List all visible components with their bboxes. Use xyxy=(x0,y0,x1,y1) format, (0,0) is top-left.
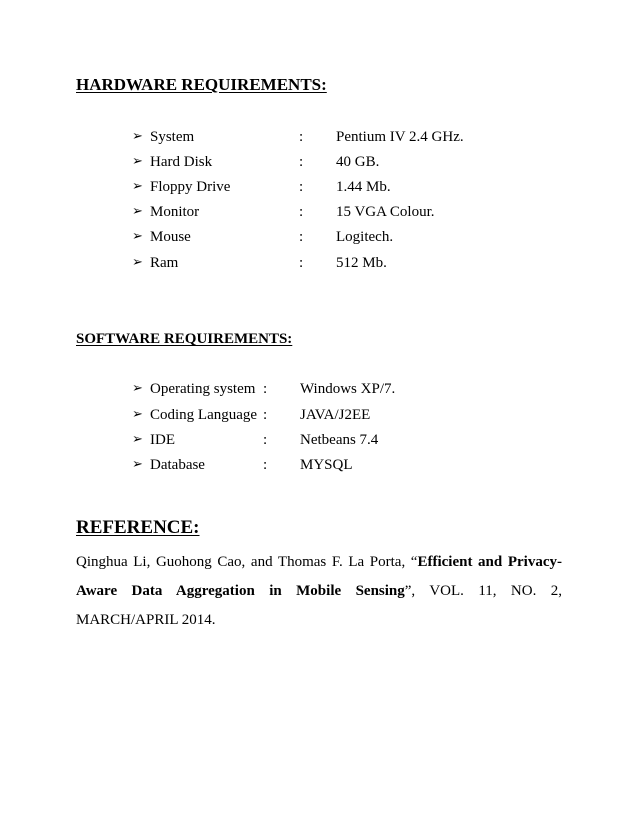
spec-value: MYSQL xyxy=(300,457,353,473)
arrow-bullet-icon: ➢ xyxy=(132,432,143,447)
reference-citation xyxy=(76,548,562,635)
spec-value: Logitech. xyxy=(336,229,394,245)
arrow-bullet-icon: ➢ xyxy=(132,154,143,169)
reference-heading: REFERENCE: xyxy=(76,517,200,538)
arrow-bullet-icon: ➢ xyxy=(132,179,143,194)
separator: : xyxy=(299,204,304,220)
spec-label: Coding Language xyxy=(150,407,258,423)
arrow-bullet-icon: ➢ xyxy=(132,381,143,396)
separator: : xyxy=(299,179,304,195)
spec-value: Netbeans 7.4 xyxy=(300,432,379,448)
arrow-bullet-icon: ➢ xyxy=(132,204,143,219)
spec-label: Monitor xyxy=(150,204,200,220)
spec-label: System xyxy=(150,129,195,145)
spec-label: Ram xyxy=(150,255,179,271)
spec-label: Hard Disk xyxy=(150,154,213,170)
separator: : xyxy=(299,129,304,145)
spec-value: Pentium IV 2.4 GHz. xyxy=(336,129,464,145)
reference-title: Efficient and Privacy-Aware Data Aggregation in Mobile Sensing xyxy=(76,554,562,599)
spec-value: JAVA/J2EE xyxy=(300,407,371,423)
spec-value: 15 VGA Colour. xyxy=(336,204,435,220)
spec-label: Mouse xyxy=(150,229,191,245)
spec-value: 40 GB. xyxy=(336,154,380,170)
spec-label: Database xyxy=(150,457,205,473)
separator: : xyxy=(263,381,268,397)
arrow-bullet-icon: ➢ xyxy=(132,229,143,244)
separator: : xyxy=(263,457,268,473)
arrow-bullet-icon: ➢ xyxy=(132,457,143,472)
separator: : xyxy=(299,229,304,245)
reference-details: ”, VOL. 11, NO. 2, MARCH/APRIL 2014. xyxy=(76,583,563,628)
reference-authors: Qinghua Li, Guohong Cao, and Thomas F. La Porta, “ xyxy=(76,554,418,570)
spec-value: Windows XP/7. xyxy=(300,381,396,397)
spec-label: IDE xyxy=(150,432,175,448)
spec-value: 1.44 Mb. xyxy=(336,179,391,195)
software-requirements-heading: SOFTWARE REQUIREMENTS: xyxy=(76,331,293,347)
arrow-bullet-icon: ➢ xyxy=(132,129,143,144)
separator: : xyxy=(299,255,304,271)
spec-label: Floppy Drive xyxy=(150,179,231,195)
spec-value: 512 Mb. xyxy=(336,255,387,271)
separator: : xyxy=(263,407,268,423)
separator: : xyxy=(263,432,268,448)
arrow-bullet-icon: ➢ xyxy=(132,407,143,422)
arrow-bullet-icon: ➢ xyxy=(132,255,143,270)
hardware-requirements-heading: HARDWARE REQUIREMENTS: xyxy=(76,75,327,94)
spec-label: Operating system xyxy=(150,381,256,397)
separator: : xyxy=(299,154,304,170)
